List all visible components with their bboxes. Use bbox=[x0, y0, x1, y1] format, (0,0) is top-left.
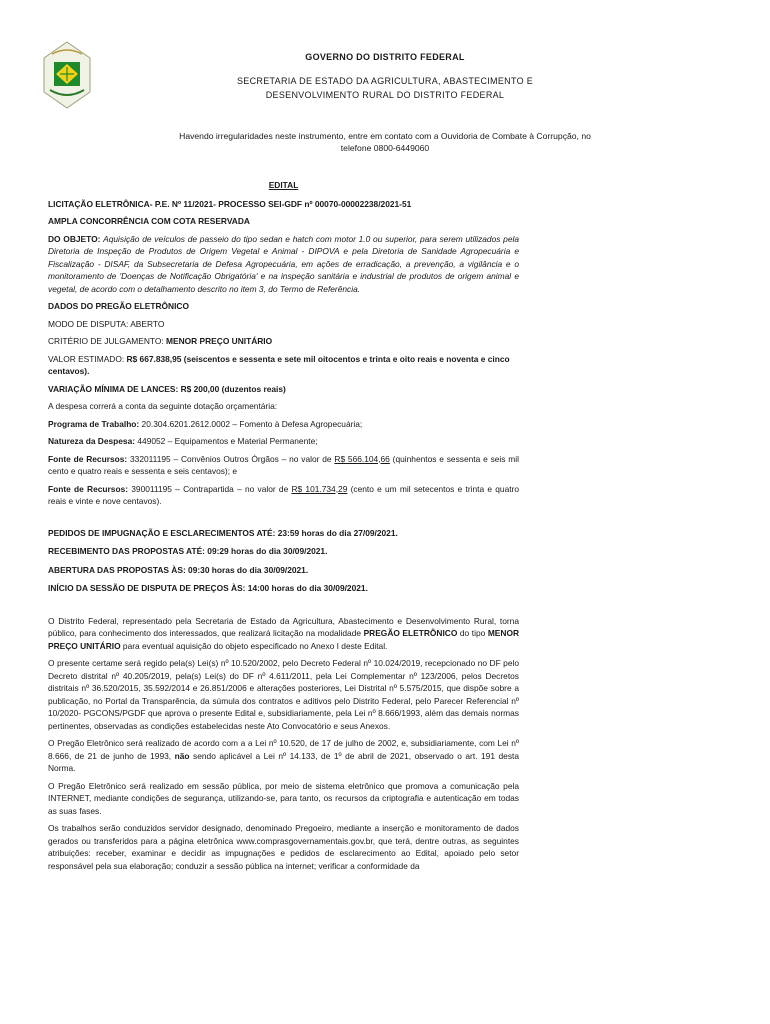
para1-modalidade: PREGÃO ELETRÔNICO bbox=[363, 628, 458, 638]
valor-label: VALOR ESTIMADO: bbox=[48, 353, 127, 364]
fonte-recursos-1 bbox=[48, 453, 519, 478]
objeto-text: Aquisição de veículos de passeio do tipo sedan e hatch com motor 1.0 ou superior, para serem utilizados pela Diretoria de Inspeção de Produtos de Origem Vegetal e Animal - DIPOVA e pela Diretoria de Sanidade Agropecuária e Fiscalização - DISAF, da Subsecretaria de Defesa Agropecuária, em ações de erradicação, a prevenção, a vigilância e o monitoramento de 'Doenças de Notificação Obrigatória' e na inspeção sanitária e industrial de produtos de origem animal e vegetal, de acordo com o detalhamento descrito no item 3, do Termo de Referência. bbox=[48, 233, 519, 294]
fonte2-label: Fonte de Recursos: bbox=[48, 483, 132, 494]
criterio-julgamento bbox=[48, 335, 519, 348]
para3-text-a: O Pregão Eletrônico será realizado de acordo com a a Lei nº 10.520, de 17 de julho de 2002, e, subsidiariamente, com Lei nº 8.666, de 21 de junho de 1993, bbox=[48, 738, 519, 761]
variacao-minima: VARIAÇÃO MÍNIMA DE LANCES: R$ 200,00 (duzentos reais) bbox=[48, 383, 286, 394]
para3-text-c: sendo aplicável a Lei nº 14.133, de 1º de abril de 2021, observado o art. 191 desta Norma. bbox=[48, 750, 519, 773]
valor-value: R$ 667.838,95 (seiscentos e sessenta e sete mil oitocentos e trinta e oito reais e noventa e cinco centavos). bbox=[48, 353, 510, 376]
fonte2-post: (cento e um mil setecentos e trinta e quatro reais e vinte e nove centavos). bbox=[48, 483, 519, 506]
paragraph-2: O presente certame será regido pela(s) Lei(s) nº 10.520/2002, pelo Decreto Federal nº 10.024/2019, recepcionado no DF pelo Decreto distrital nº 40.205/2019, pela(s) Lei(s) do DF nº 4.611/2011, pela Lei Complementar nº 123/2006, pelos Decretos distritais nº 36.520/2015, 35.592/2014 e 26.851/2006 e alterações posteriores, Lei Distrital nº 5.575/2015, que dispõe sobre a publicação, no Portal da Transparência, da súmula dos contratos e aditivos pelo Distrito Federal, pelo Parecer Referencial nº 10/2020- PGCONS/PGDF que aprova o presente Edital e, subsidiariamente, pela Lei nº 8.666/1993, além das demais normas pertinentes, observadas as condições estabelecidas neste Ato Convocatório e seus Anexos. bbox=[48, 658, 519, 731]
paragraph-3 bbox=[48, 737, 519, 775]
fonte1-label: Fonte de Recursos: bbox=[48, 453, 131, 464]
key-dates bbox=[48, 527, 519, 595]
secretariat-line-2: DESENVOLVIMENTO RURAL DO DISTRITO FEDERAL bbox=[265, 90, 505, 100]
secretariat-line-1: SECRETARIA DE ESTADO DA AGRICULTURA, ABASTECIMENTO E bbox=[237, 76, 533, 86]
natureza-despesa bbox=[48, 435, 519, 448]
notice-line-1: Havendo irregularidades neste instrumento, entre em contato com a Ouvidoria de Combate à Corrupção, no bbox=[179, 131, 591, 141]
modo-disputa: MODO DE DISPUTA: ABERTO bbox=[48, 318, 165, 329]
date-recebimento: RECEBIMENTO DAS PROPOSTAS ATÉ: 09:29 horas do dia 30/09/2021. bbox=[48, 546, 328, 556]
paragraph-4: O Pregão Eletrônico será realizado em sessão pública, por meio de sistema eletrônico que promova a comunicação pela INTERNET, mediante condições de segurança, utilizando-se, para tanto, os recursos da criptografia e autenticação em todas as suas fases. bbox=[48, 780, 519, 816]
criterio-value: MENOR PREÇO UNITÁRIO bbox=[166, 336, 273, 346]
df-coat-of-arms-logo bbox=[40, 40, 94, 110]
fonte1-amount: R$ 566.104,66 bbox=[334, 453, 390, 464]
secretariat-title bbox=[110, 74, 660, 102]
edital-body bbox=[48, 179, 519, 877]
natureza-label: Natureza da Despesa: bbox=[48, 436, 138, 446]
para3-nao: não bbox=[174, 750, 190, 761]
edital-title: EDITAL bbox=[268, 180, 299, 190]
para1-tipo: MENOR PREÇO UNITÁRIO bbox=[48, 628, 520, 651]
programa-trabalho bbox=[48, 418, 519, 431]
programa-value: 20.304.6201.2612.0002 – Fomento à Defesa Agropecuária; bbox=[141, 418, 363, 429]
date-impugnacao: PEDIDOS DE IMPUGNAÇÃO E ESCLARECIMENTOS ATÉ: 23:59 horas do dia 27/09/2021. bbox=[48, 527, 398, 538]
date-inicio-sessao: INÍCIO DA SESSÃO DE DISPUTA DE PREÇOS ÀS: 14:00 horas do dia 30/09/2021. bbox=[48, 583, 368, 593]
natureza-value: 449052 – Equipamentos e Material Permanente; bbox=[137, 436, 318, 446]
licitacao-line: LICITAÇÃO ELETRÔNICA- P.E. Nº 11/2021- PROCESSO SEI-GDF nº 00070-00002238/2021-51 bbox=[48, 198, 412, 209]
para1-text-c: do tipo bbox=[457, 628, 488, 638]
objeto-paragraph bbox=[48, 233, 519, 296]
corruption-notice bbox=[40, 130, 730, 154]
paragraph-1 bbox=[48, 615, 519, 653]
fonte2-amount: R$ 101.734,29 bbox=[291, 483, 348, 494]
para1-text-a: O Distrito Federal, representado pela Secretaria de Estado da Agricultura, Abastecimento e Desenvolvimento Rural, torna público, para conhecimento dos interessados, que realizará licitação na modalidade bbox=[48, 615, 519, 638]
date-abertura: ABERTURA DAS PROPOSTAS ÀS: 09:30 horas do dia 30/09/2021. bbox=[48, 564, 309, 575]
programa-label: Programa de Trabalho: bbox=[48, 418, 142, 429]
para1-text-e: para eventual aquisição do objeto especificado no Anexo I deste Edital. bbox=[120, 640, 388, 651]
fonte2-pre: 390011195 – Contrapartida – no valor de bbox=[131, 483, 292, 494]
valor-estimado bbox=[48, 353, 519, 378]
fonte1-pre: 332011195 – Convênios Outros Órgãos – no valor de bbox=[130, 453, 335, 464]
objeto-label: DO OBJETO: bbox=[48, 233, 101, 244]
fonte1-post: (quinhentos e sessenta e seis mil cento e quatro reais e sessenta e seis centavos); e bbox=[48, 453, 519, 476]
criterio-label: CRITÉRIO DE JULGAMENTO: bbox=[48, 336, 167, 346]
notice-line-2: telefone 0800-6449060 bbox=[340, 143, 430, 153]
dados-pregao-title: DADOS DO PREGÃO ELETRÔNICO bbox=[48, 301, 189, 311]
fonte-recursos-2 bbox=[48, 483, 519, 508]
ampla-concorrencia-line: AMPLA CONCORRÊNCIA COM COTA RESERVADA bbox=[48, 216, 250, 226]
paragraph-5: Os trabalhos serão conduzidos servidor designado, denominado Pregoeiro, mediante a inserção e monitoramento de dados gerados ou transferidos para a página eletrônica www.comprasgovernamentais.gov.br, que terá, dentre outras, as seguintes atribuições: receber, examinar e decidir as impugnações e pedidos de esclarecimento ao Edital, apoiado pelo setor responsável pela sua elaboração; conduzir a sessão pública na internet; verificar a conformidade da bbox=[48, 823, 519, 871]
government-title: GOVERNO DO DISTRITO FEDERAL bbox=[305, 52, 465, 62]
despesa-intro: A despesa correrá a conta da seguinte dotação orçamentária: bbox=[48, 401, 278, 411]
